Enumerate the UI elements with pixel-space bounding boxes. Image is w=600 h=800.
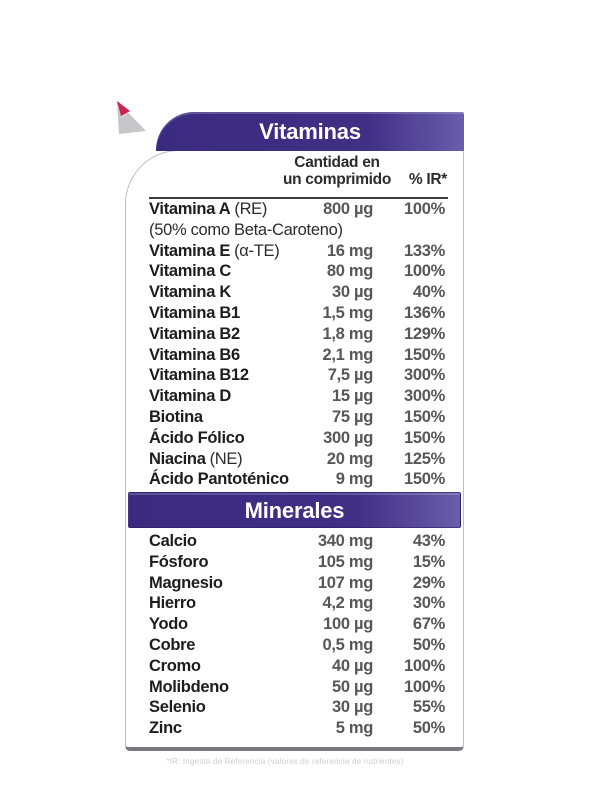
percent-value: 15% bbox=[412, 552, 445, 571]
nutrient-note: (RE) bbox=[234, 200, 268, 218]
column-header bbox=[126, 153, 463, 197]
percent-value: 129% bbox=[403, 324, 445, 343]
percent-value: 100% bbox=[403, 677, 445, 696]
amount-value: 1,5 mg bbox=[322, 303, 373, 322]
amount-value: 340 mg bbox=[317, 532, 373, 550]
percent-value: 50% bbox=[412, 635, 445, 654]
amount-value: 9 mg bbox=[335, 470, 373, 489]
amount-value: 1,8 mg bbox=[322, 324, 373, 343]
amount-value: 40 µg bbox=[331, 656, 373, 675]
table-row bbox=[149, 199, 445, 220]
nutrient-name: Calcio bbox=[149, 532, 197, 550]
percent-column-header: % IR* bbox=[408, 171, 447, 188]
amount-value bbox=[273, 220, 373, 241]
percent-value: 300% bbox=[403, 387, 445, 406]
nutrient-name: Biotina bbox=[149, 407, 203, 426]
nutrient-note: (α-TE) bbox=[234, 241, 280, 260]
table-row bbox=[149, 449, 445, 470]
percent-value: 150% bbox=[403, 407, 445, 426]
nutrient-name: Cromo bbox=[149, 656, 201, 675]
percent-value: 100% bbox=[403, 656, 445, 675]
percent-value: 100% bbox=[403, 262, 445, 281]
table-row bbox=[149, 241, 445, 262]
amount-value: 105 mg bbox=[317, 552, 373, 571]
nutrient-note: (50% como Beta-Caroteno) bbox=[149, 220, 343, 239]
amount-column-header bbox=[262, 154, 412, 188]
table-row bbox=[149, 428, 445, 449]
nutrient-name: Yodo bbox=[149, 615, 188, 634]
percent-value: 29% bbox=[412, 573, 445, 592]
percent-value: 40% bbox=[412, 283, 445, 302]
percent-value: 125% bbox=[403, 449, 445, 468]
table-row bbox=[149, 282, 445, 303]
amount-value: 15 µg bbox=[331, 387, 373, 406]
nutrition-facts-card bbox=[125, 150, 464, 751]
minerals-section-banner bbox=[128, 492, 461, 528]
table-row bbox=[149, 531, 445, 552]
percent-value: 150% bbox=[403, 428, 445, 447]
table-row bbox=[149, 220, 445, 241]
nutrient-name: Vitamina C bbox=[149, 262, 231, 281]
nutrient-name: Fósforo bbox=[149, 552, 209, 571]
percent-value: 50% bbox=[412, 719, 445, 738]
amount-value: 300 µg bbox=[323, 428, 373, 447]
percent-value: 43% bbox=[412, 532, 445, 550]
table-row bbox=[149, 407, 445, 428]
percent-value: 150% bbox=[403, 470, 445, 489]
percent-value: 300% bbox=[403, 366, 445, 385]
amount-header-line1: Cantidad en bbox=[294, 154, 380, 171]
table-row bbox=[149, 303, 445, 324]
percent-value: 100% bbox=[403, 200, 445, 218]
table-row bbox=[149, 345, 445, 366]
table-row bbox=[149, 697, 445, 718]
percent-value: 67% bbox=[412, 615, 445, 634]
nutrient-name: Vitamina A bbox=[149, 200, 231, 218]
amount-value: 107 mg bbox=[317, 573, 373, 592]
nutrient-name: Molibdeno bbox=[149, 677, 229, 696]
vitamins-table bbox=[149, 199, 445, 490]
table-row bbox=[149, 324, 445, 345]
corner-ribbon-icon bbox=[110, 96, 152, 138]
nutrient-name: Ácido Pantoténico bbox=[149, 470, 289, 489]
amount-value: 7,5 µg bbox=[327, 366, 373, 385]
table-row bbox=[149, 365, 445, 386]
table-row bbox=[149, 469, 445, 490]
table-row bbox=[149, 386, 445, 407]
minerals-table bbox=[149, 531, 445, 739]
nutrient-name: Vitamina E bbox=[149, 241, 231, 260]
amount-value: 30 µg bbox=[331, 698, 373, 717]
amount-value: 30 µg bbox=[331, 283, 373, 302]
nutrient-name: Vitamina B2 bbox=[149, 324, 240, 343]
amount-value: 800 µg bbox=[323, 200, 373, 218]
nutrient-name: Vitamina D bbox=[149, 387, 231, 406]
vitamins-section-title: Vitaminas bbox=[259, 119, 361, 144]
vitamins-section-banner bbox=[156, 112, 464, 151]
amount-value: 4,2 mg bbox=[322, 594, 373, 613]
reference-footnote: *IR: Ingesta de Referencia (valores de referencia de nutrientes) bbox=[166, 757, 404, 766]
amount-header-line2: un comprimido bbox=[282, 171, 392, 188]
nutrient-name: Vitamina B1 bbox=[149, 303, 240, 322]
nutrient-name: Hierro bbox=[149, 594, 196, 613]
table-row bbox=[149, 677, 445, 698]
table-row bbox=[149, 552, 445, 573]
nutrient-name: Vitamina B12 bbox=[149, 366, 249, 385]
percent-value: 55% bbox=[412, 698, 445, 717]
table-row bbox=[149, 718, 445, 739]
minerals-section-title: Minerales bbox=[244, 498, 345, 523]
amount-value: 2,1 mg bbox=[322, 345, 373, 364]
table-row bbox=[149, 614, 445, 635]
amount-value: 5 mg bbox=[335, 719, 373, 738]
table-row bbox=[149, 593, 445, 614]
table-row bbox=[149, 573, 445, 594]
amount-value: 20 mg bbox=[326, 449, 373, 468]
table-row bbox=[149, 656, 445, 677]
nutrient-name: Zinc bbox=[149, 719, 182, 738]
percent-value: 30% bbox=[412, 594, 445, 613]
percent-value: 136% bbox=[403, 303, 445, 322]
amount-value: 50 µg bbox=[331, 677, 373, 696]
percent-value bbox=[373, 220, 445, 241]
table-row bbox=[149, 261, 445, 282]
nutrient-name: Vitamina B6 bbox=[149, 345, 240, 364]
amount-value: 16 mg bbox=[326, 241, 373, 260]
percent-value: 133% bbox=[403, 241, 445, 260]
nutrient-note: (NE) bbox=[209, 449, 243, 468]
nutrient-name: Ácido Fólico bbox=[149, 428, 245, 447]
nutrient-name: Cobre bbox=[149, 635, 196, 654]
nutrient-name: Niacina bbox=[149, 449, 206, 468]
amount-value: 100 µg bbox=[323, 615, 373, 634]
amount-value: 0,5 mg bbox=[322, 635, 373, 654]
nutrient-name: Magnesio bbox=[149, 573, 223, 592]
percent-value: 150% bbox=[403, 345, 445, 364]
amount-value: 80 mg bbox=[326, 262, 373, 281]
table-row bbox=[149, 635, 445, 656]
amount-value: 75 µg bbox=[331, 407, 373, 426]
nutrient-name: Vitamina K bbox=[149, 283, 231, 302]
nutrient-name: Selenio bbox=[149, 698, 206, 717]
